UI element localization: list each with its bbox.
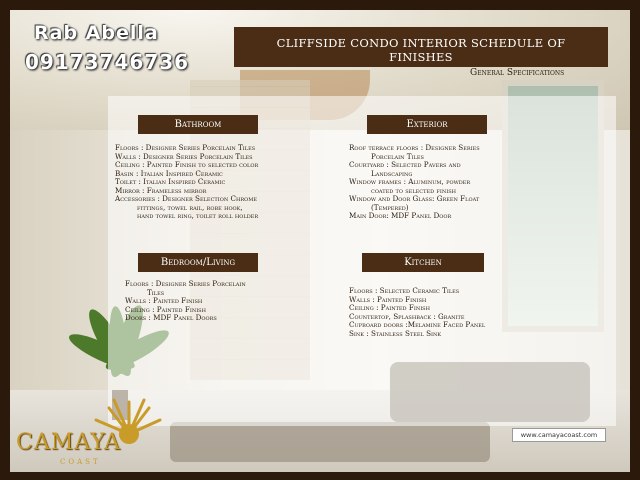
spec-line: Basin : Italian Inspired Ceramic xyxy=(115,168,223,178)
section-bar-kitchen: Kitchen xyxy=(362,253,484,272)
contact-phone: 09173746736 xyxy=(25,50,190,74)
spec-line: Walls : Designer Series Porcelain Tiles xyxy=(115,151,253,161)
spec-line: Floors : Selected Ceramic Tiles xyxy=(349,286,460,295)
spec-line: Sink : Stainless Steel Sink xyxy=(349,328,442,338)
spec-line: Ceiling : Painted Finish xyxy=(349,303,430,312)
kitchen-specs xyxy=(349,287,529,338)
page-title-line2: FINISHES xyxy=(389,50,453,64)
spec-line: Courtyard : Selected Pavers and xyxy=(349,160,461,169)
page-subtitle: General Specifications xyxy=(470,68,565,78)
spec-line: Ceiling : Painted Finish xyxy=(125,304,206,314)
spec-line: Landscaping xyxy=(371,168,413,178)
spec-line: Walls : Painted Finish xyxy=(349,294,427,304)
spec-line: Floors : Designer Series Porcelain Tiles xyxy=(115,143,256,152)
spec-line: Main Door: MDF Panel Door xyxy=(349,211,452,220)
spec-line: hand towel ring, toilet roll holder xyxy=(137,211,259,220)
spec-line: coated to selected finish xyxy=(371,185,456,195)
page-title-line1: CLIFFSIDE CONDO INTERIOR SCHEDULE OF xyxy=(276,36,566,50)
website-link[interactable]: www.camayacoast.com xyxy=(512,428,606,442)
spec-line: Doors : MDF Panel Doors xyxy=(125,313,217,322)
spec-line: Countertop, Splashback : Granite xyxy=(349,311,465,321)
spec-line: Accessories : Designer Selection Chrome xyxy=(115,194,257,203)
section-bar-exterior: Exterior xyxy=(367,115,487,134)
exterior-specs xyxy=(349,144,529,221)
section-bar-bathroom: Bathroom xyxy=(138,115,258,134)
spec-line: Mirror : Frameless mirror xyxy=(115,185,207,195)
spec-line: fittings, towel rail, robe hook, xyxy=(137,202,243,212)
contact-name: Rab Abella xyxy=(34,22,159,44)
couch-image xyxy=(170,422,490,462)
spec-line: Roof terrace floors : Designer Series xyxy=(349,143,480,152)
spec-line: Window frames : Aluminum, powder xyxy=(349,177,471,186)
spec-line: Tiles xyxy=(147,287,165,297)
spec-line: Window and Door Glass: Green Float xyxy=(349,194,480,203)
brand-logo-sub: COAST xyxy=(60,458,101,466)
spec-line: Toilet : Italian Inspired Ceramic xyxy=(115,177,226,186)
spec-line: Walls : Painted Finish xyxy=(125,296,203,305)
spec-line: Floors : Designer Series Porcelain xyxy=(125,279,246,288)
brand-logo-text: CAMAYA xyxy=(16,430,121,455)
page-title xyxy=(234,36,608,64)
spec-line: Porcelain Tiles xyxy=(371,151,424,161)
spec-line: Ceiling : Painted Finish to selected color xyxy=(115,160,259,169)
section-bar-bedroom: Bedroom/Living xyxy=(138,253,258,272)
bathroom-specs xyxy=(115,144,305,221)
spec-line: (Tempered) xyxy=(371,202,409,212)
spec-line: Cupboard doors :Melamine Faced Panel xyxy=(349,320,486,329)
bedroom-specs xyxy=(125,280,305,323)
